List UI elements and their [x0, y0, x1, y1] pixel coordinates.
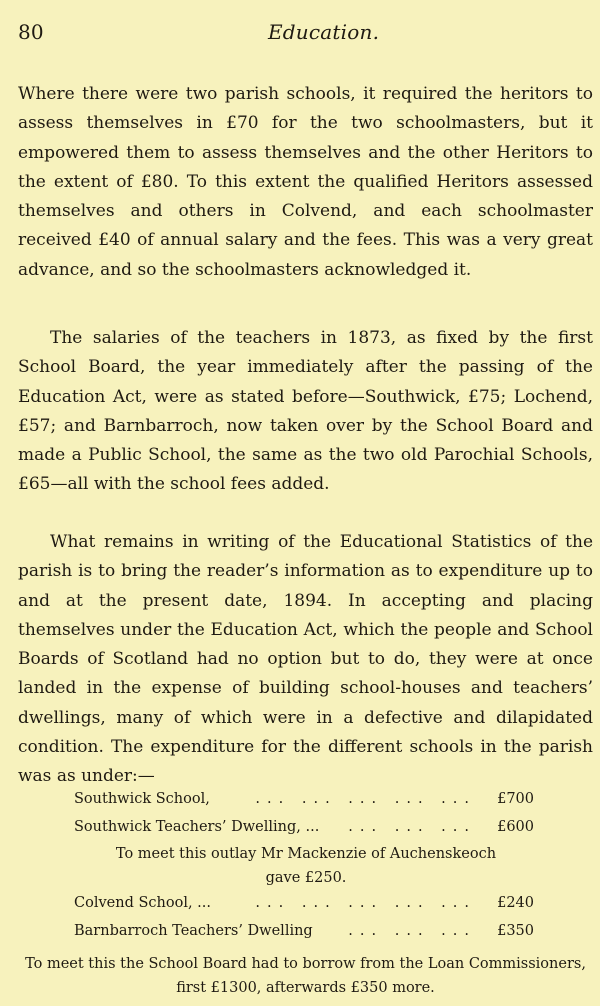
expenditure-amount: £240 — [497, 895, 534, 911]
expenditure-row — [74, 787, 534, 815]
expenditure-note-1: To meet this outlay Mr Mackenzie of Auchenskeoch gave £250. — [115, 846, 497, 886]
expenditure-row — [74, 919, 534, 947]
leader-dots: ... ... ... ... ... — [255, 791, 476, 807]
expenditure-amount: £700 — [497, 791, 534, 807]
paragraph-3: What remains in writing of the Educational Statistics of the parish is to bring the reader’s information as to expenditure up to and at the present date, 1894. In accepting and placing themselves under the Education Act, which the people and School Boards of Scotland had no option but to do, they were at once landed in the expense of building school-houses and teachers’ dwellings, many of which were in a defective and dilapidated condition. The expenditure for the different schools in the parish was as under:— — [18, 532, 593, 787]
running-head: Education. — [268, 20, 380, 44]
leader-dots: ... ... ... — [348, 819, 476, 835]
leader-dots: ... ... ... ... ... — [255, 895, 476, 911]
page-header — [18, 20, 582, 50]
expenditure-label: Colvend School, ... — [74, 895, 211, 911]
expenditure-label: Southwick School, — [74, 791, 210, 807]
paragraph-1: Where there were two parish schools, it required the heritors to assess themselves in £70 for the two schoolmasters, but it empowered them to assess themselves and the other Heritors to the extent of £80. To this extent the qualified Heritors assessed themselves and others in Colvend, and each schoolmaster received £40 of annual salary and the fees. This was a very great advance, and so the schoolmasters acknowledged it. — [18, 84, 593, 280]
expenditure-amount: £600 — [497, 819, 534, 835]
expenditure-row — [74, 891, 534, 919]
leader-dots: ... ... ... — [348, 923, 476, 939]
expenditure-row — [74, 815, 534, 843]
expenditure-note-2: To meet this the School Board had to borrow from the Loan Commissioners, first £1300, afterwards £350 more. — [25, 956, 586, 996]
expenditure-table-2 — [74, 891, 534, 947]
expenditure-label: Southwick Teachers’ Dwelling, ... — [74, 819, 320, 835]
page-number: 80 — [18, 20, 44, 44]
expenditure-table-1 — [74, 787, 534, 843]
expenditure-label: Barnbarroch Teachers’ Dwelling — [74, 923, 313, 939]
paragraph-2: The salaries of the teachers in 1873, as fixed by the first School Board, the year immediately after the passing of the Education Act, were as stated before—Southwick, £75; Lochend, £57; and Barnbarroch, now taken over by the School Board and made a Public School, the same as the two old Parochial Schools, £65—all with the school fees added. — [18, 328, 593, 495]
expenditure-amount: £350 — [497, 923, 534, 939]
